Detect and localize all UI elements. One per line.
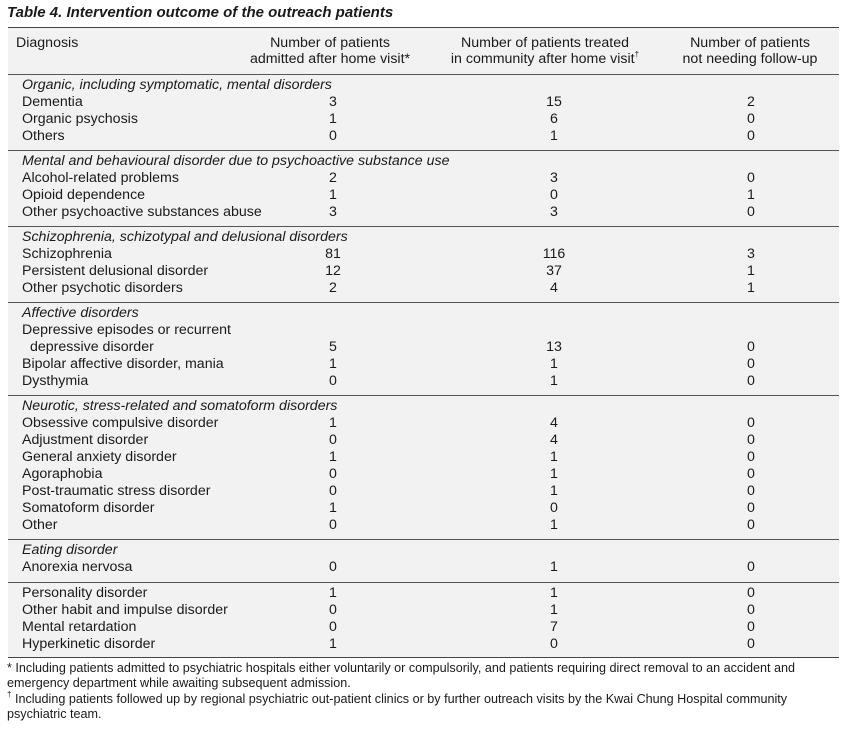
no-followup-value: 0 (747, 636, 755, 652)
no-followup-value: 0 (747, 432, 755, 448)
table-row (8, 466, 839, 483)
community-value: 1 (550, 373, 558, 389)
category-row (8, 305, 839, 322)
no-followup-value: 0 (747, 500, 755, 516)
no-followup-value: 0 (747, 373, 755, 389)
category-label: Mental and behavioural disorder due to psychoactive substance use (22, 153, 450, 169)
admitted-value: 0 (329, 128, 337, 144)
admitted-value: 0 (329, 602, 337, 618)
row-label: Persistent delusional disorder (22, 263, 209, 279)
table-row (8, 128, 839, 145)
table-row (8, 483, 839, 500)
admitted-value: 3 (329, 204, 337, 220)
row-label: Other psychotic disorders (22, 280, 183, 296)
community-value: 1 (550, 466, 558, 482)
section-divider (8, 582, 839, 583)
table-section (8, 77, 839, 145)
table-row (8, 322, 839, 339)
admitted-value: 0 (329, 619, 337, 635)
row-label: Personality disorder (22, 585, 148, 601)
no-followup-value: 0 (747, 204, 755, 220)
community-value: 1 (550, 128, 558, 144)
header-no-followup-line2: not needing follow-up (682, 51, 818, 67)
community-value: 1 (550, 356, 558, 372)
table-header (8, 28, 839, 75)
table-section (8, 585, 839, 653)
no-followup-value: 0 (747, 517, 755, 533)
category-label: Eating disorder (22, 542, 118, 558)
row-label: Somatoform disorder (22, 500, 155, 516)
admitted-value: 1 (329, 585, 337, 601)
admitted-value: 0 (329, 517, 337, 533)
community-value: 1 (550, 585, 558, 601)
community-value: 116 (542, 246, 566, 262)
table-row (8, 636, 839, 653)
no-followup-value: 0 (747, 339, 755, 355)
table-row (8, 517, 839, 534)
community-value: 1 (550, 559, 558, 575)
community-value: 15 (546, 94, 562, 110)
table-row (8, 432, 839, 449)
admitted-value: 5 (329, 339, 337, 355)
admitted-value: 0 (329, 483, 337, 499)
admitted-value: 0 (329, 373, 337, 389)
community-value: 3 (550, 204, 558, 220)
row-label: Other (22, 517, 58, 533)
row-label: Other psychoactive substances abuse (22, 204, 262, 220)
row-label: Bipolar affective disorder, mania (22, 356, 224, 372)
category-label: Schizophrenia, schizotypal and delusional disorders (22, 229, 348, 245)
admitted-value: 0 (329, 559, 337, 575)
row-label: Adjustment disorder (22, 432, 149, 448)
row-label: General anxiety disorder (22, 449, 177, 465)
footnote-dagger-text: Including patients followed up by regional psychiatric out-patient clinics or by further outreach visits by the Kwai Chung Hospital community psychiatric team. (7, 692, 788, 721)
header-community-line1: Number of patients treated (461, 35, 629, 51)
table-row (8, 356, 839, 373)
header-community-dagger: † (634, 50, 640, 59)
table-row (8, 280, 839, 297)
table-row (8, 619, 839, 636)
row-label: Post-traumatic stress disorder (22, 483, 211, 499)
community-value: 37 (546, 263, 562, 279)
row-label: Mental retardation (22, 619, 137, 635)
table-section (8, 542, 839, 576)
community-value: 1 (550, 483, 558, 499)
table-row (8, 170, 839, 187)
table-title: Table 4. Intervention outcome of the outreach patients (7, 4, 394, 21)
no-followup-value: 1 (747, 280, 755, 296)
table-row (8, 559, 839, 576)
table-row (8, 500, 839, 517)
section-divider (8, 539, 839, 540)
outcome-table (8, 27, 839, 658)
footnote-admitted (7, 661, 835, 691)
header-diagnosis: Diagnosis (16, 35, 79, 51)
no-followup-value: 0 (747, 111, 755, 127)
no-followup-value: 0 (747, 128, 755, 144)
admitted-value: 0 (329, 466, 337, 482)
header-community-line2: in community after home visit (450, 51, 635, 67)
row-label: Dementia (22, 94, 83, 110)
table-row (8, 415, 839, 432)
table-row (8, 449, 839, 466)
header-admitted-line2: admitted after home visit* (249, 51, 411, 67)
no-followup-value: 2 (747, 94, 755, 110)
section-divider (8, 395, 839, 396)
table-row (8, 204, 839, 221)
admitted-value: 1 (329, 356, 337, 372)
footnote-dagger-mark: † (7, 690, 12, 699)
community-value: 4 (550, 432, 558, 448)
row-label: Agoraphobia (22, 466, 103, 482)
header-community-line2-wrap (436, 51, 654, 67)
footnote-community (7, 692, 835, 722)
admitted-value: 1 (329, 415, 337, 431)
no-followup-value: 0 (747, 483, 755, 499)
admitted-value: 0 (329, 432, 337, 448)
row-label: Dysthymia (22, 373, 89, 389)
no-followup-value: 0 (747, 619, 755, 635)
community-value: 1 (550, 602, 558, 618)
table-row (8, 585, 839, 602)
category-row (8, 542, 839, 559)
admitted-value: 2 (329, 170, 337, 186)
no-followup-value: 1 (747, 263, 755, 279)
community-value: 13 (546, 339, 562, 355)
header-admitted-line1: Number of patients (270, 35, 390, 51)
no-followup-value: 0 (747, 356, 755, 372)
admitted-value: 81 (325, 246, 341, 262)
admitted-value: 1 (329, 449, 337, 465)
table-row (8, 263, 839, 280)
section-divider (8, 226, 839, 227)
community-value: 0 (550, 187, 558, 203)
table-section (8, 305, 839, 390)
table-row (8, 373, 839, 390)
admitted-value: 12 (325, 263, 341, 279)
table-row (8, 602, 839, 619)
row-label: Organic psychosis (22, 111, 138, 127)
row-label: Depressive episodes or recurrent (22, 322, 231, 338)
section-divider (8, 150, 839, 151)
table-section (8, 229, 839, 297)
row-label: Anorexia nervosa (22, 559, 133, 575)
category-label: Organic, including symptomatic, mental disorders (22, 77, 332, 93)
category-row (8, 77, 839, 94)
category-label: Neurotic, stress-related and somatoform disorders (22, 398, 338, 414)
category-row (8, 398, 839, 415)
row-label: Hyperkinetic disorder (22, 636, 156, 652)
header-admitted (234, 35, 426, 67)
admitted-value: 1 (329, 187, 337, 203)
no-followup-value: 0 (747, 602, 755, 618)
no-followup-value: 1 (747, 187, 755, 203)
table-section (8, 153, 839, 221)
category-row (8, 229, 839, 246)
row-label: depressive disorder (30, 339, 154, 355)
community-value: 0 (550, 636, 558, 652)
no-followup-value: 0 (747, 585, 755, 601)
table-row (8, 187, 839, 204)
community-value: 7 (550, 619, 558, 635)
no-followup-value: 0 (747, 449, 755, 465)
no-followup-value: 0 (747, 415, 755, 431)
row-label: Alcohol-related problems (22, 170, 179, 186)
category-label: Affective disorders (22, 305, 139, 321)
admitted-value: 1 (329, 636, 337, 652)
category-row (8, 153, 839, 170)
table-row (8, 94, 839, 111)
row-label: Other habit and impulse disorder (22, 602, 228, 618)
table-row (8, 339, 839, 356)
row-label: Schizophrenia (22, 246, 112, 262)
community-value: 6 (550, 111, 558, 127)
admitted-value: 1 (329, 111, 337, 127)
admitted-value: 3 (329, 94, 337, 110)
no-followup-value: 0 (747, 170, 755, 186)
admitted-value: 1 (329, 500, 337, 516)
section-divider (8, 302, 839, 303)
no-followup-value: 0 (747, 466, 755, 482)
header-community (436, 35, 654, 67)
header-no-followup (658, 35, 841, 67)
community-value: 4 (550, 280, 558, 296)
footnote-star-mark: * (7, 661, 12, 675)
community-value: 3 (550, 170, 558, 186)
community-value: 1 (550, 517, 558, 533)
community-value: 1 (550, 449, 558, 465)
admitted-value: 2 (329, 280, 337, 296)
table-row (8, 111, 839, 128)
row-label: Obsessive compulsive disorder (22, 415, 219, 431)
no-followup-value: 0 (747, 559, 755, 575)
no-followup-value: 3 (747, 246, 755, 262)
community-value: 0 (550, 500, 558, 516)
row-label: Opioid dependence (22, 187, 146, 203)
row-label: Others (22, 128, 65, 144)
header-no-followup-line1: Number of patients (690, 35, 810, 51)
footnote-star-text: Including patients admitted to psychiatric hospitals either voluntarily or compulsorily, and patients requiring direct removal to an accident and emergency department while awaiting subsequent admission. (7, 661, 795, 690)
table-section (8, 398, 839, 534)
table-row (8, 246, 839, 263)
community-value: 4 (550, 415, 558, 431)
